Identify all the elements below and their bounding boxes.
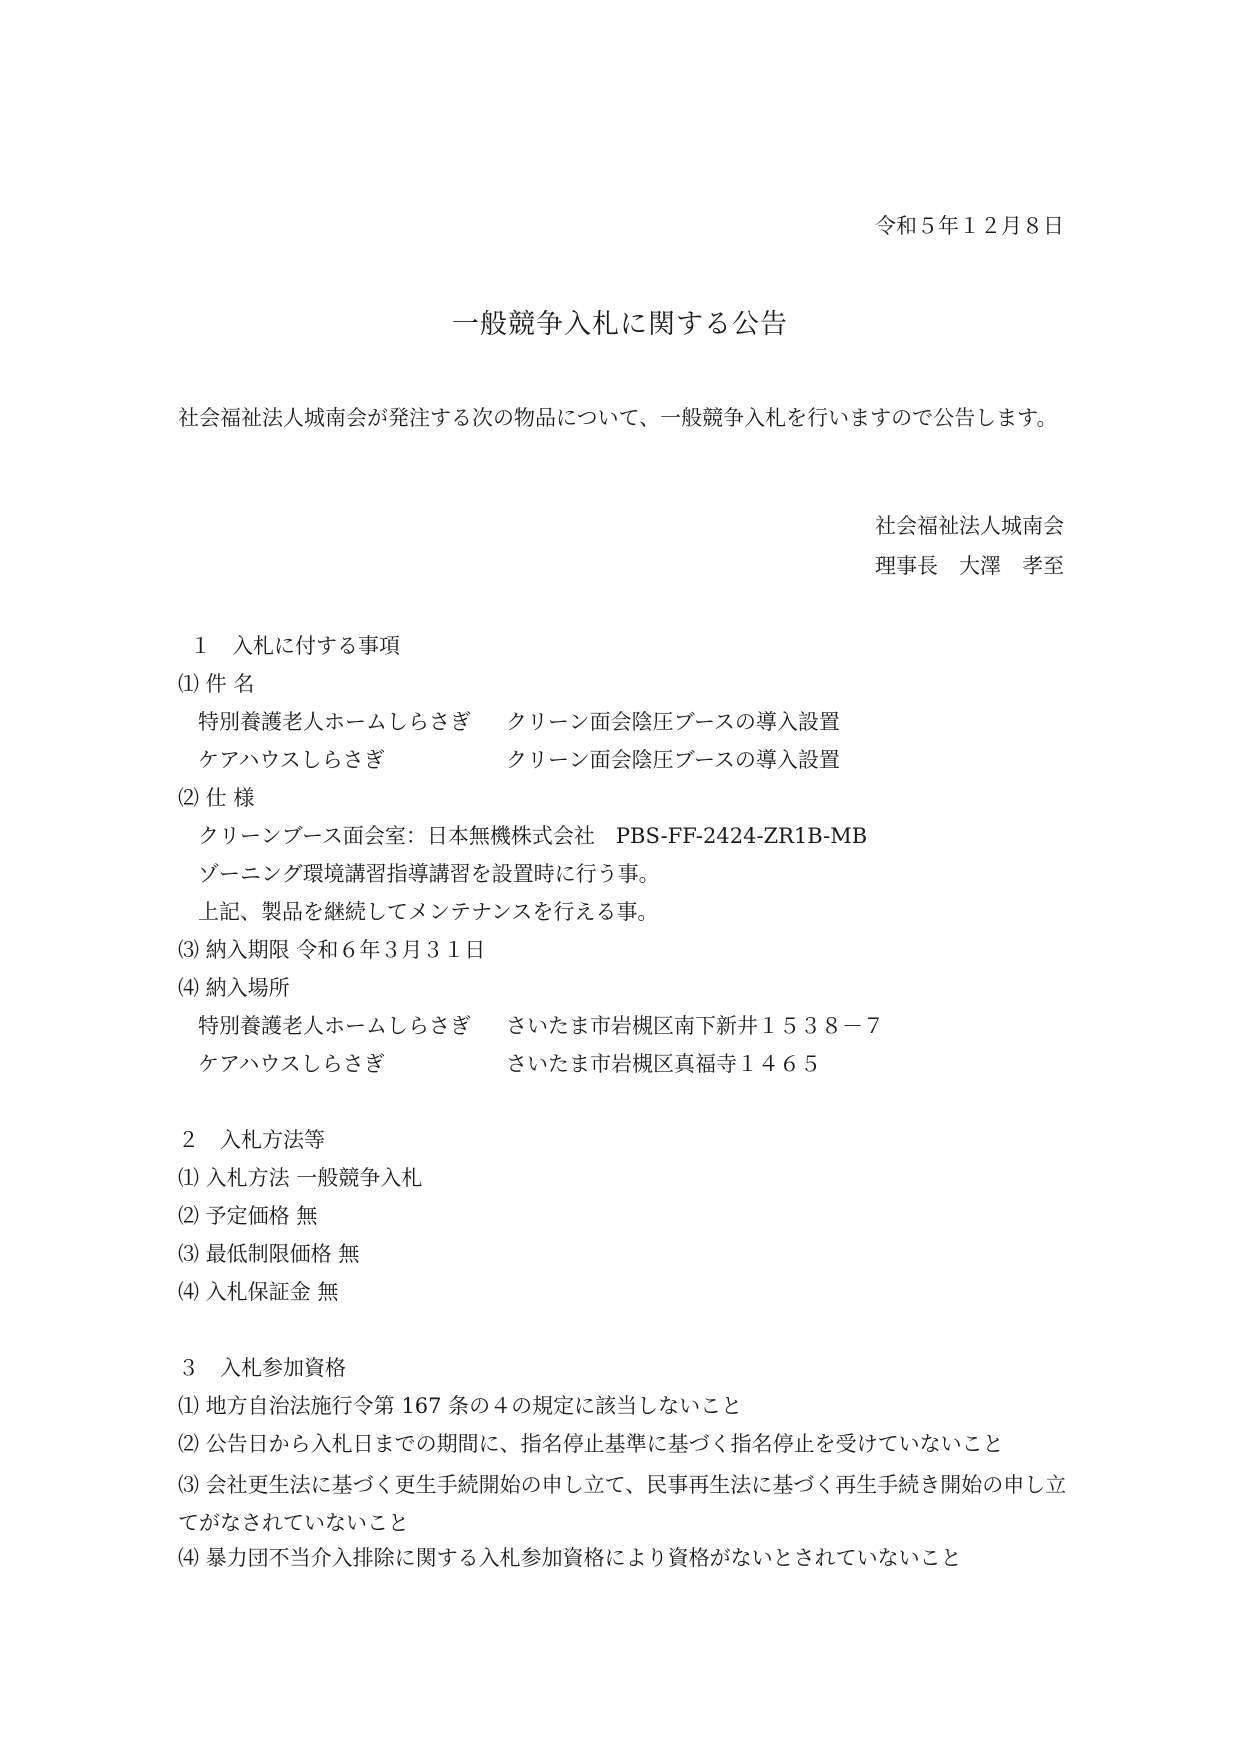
- delivery-row-address: さいたま市岩槻区真福寺１４６５: [506, 1052, 821, 1076]
- qualification-item: ⑵ 公告日から入札日までの期間に、指名停止基準に基づく指名停止を受けていないこと: [178, 1432, 1004, 1456]
- section3-heading: ３ 入札参加資格: [178, 1356, 346, 1380]
- method-item: ⑷ 入札保証金 無: [178, 1280, 339, 1304]
- section2-heading: ２ 入札方法等: [178, 1128, 325, 1152]
- delivery-row-facility: 特別養護老人ホームしらさぎ: [198, 1014, 471, 1038]
- subject-row-value: クリーン面会陰圧ブースの導入設置: [506, 748, 840, 772]
- spec-line: 上記、製品を継続してメンテナンスを行える事。: [198, 900, 659, 924]
- qualification-item: ⑴ 地方自治法施行令第 167 条の４の規定に該当しないこと: [178, 1394, 743, 1418]
- document-title: 一般競争入札に関する公告: [452, 309, 788, 340]
- issuer-organization: 社会福祉法人城南会: [875, 514, 1064, 538]
- issuer-representative: 理事長 大澤 孝至: [875, 554, 1064, 578]
- item-subject-label: ⑴ 件 名: [178, 672, 255, 696]
- delivery-row-address: さいたま市岩槻区南下新井１５３８－７: [506, 1014, 884, 1038]
- qualification-item: ⑶ 会社更生法に基づく更生手続開始の申し立て、民事再生法に基づく再生手続き開始の申し立てがなされていないこと: [178, 1473, 1067, 1535]
- item-deadline: ⑶ 納入期限 令和６年３月３１日: [178, 938, 486, 962]
- method-item: ⑶ 最低制限価格 無: [178, 1242, 360, 1266]
- spec-line: ゾーニング環境講習指導講習を設置時に行う事。: [198, 862, 660, 886]
- spec-line: クリーンブース面会室：日本無機株式会社 PBS-FF-2424-ZR1B-MB: [198, 824, 868, 848]
- subject-row-value: クリーン面会陰圧ブースの導入設置: [506, 710, 840, 734]
- qualification-item: ⑷ 暴力団不当介入排除に関する入札参加資格により資格がないとされていないこと: [178, 1546, 962, 1570]
- intro-paragraph: 社会福祉法人城南会が発注する次の物品について、一般競争入札を行いますので公告します。: [178, 406, 1058, 430]
- item-spec-label: ⑵ 仕 様: [178, 786, 255, 810]
- subject-row-facility: ケアハウスしらさぎ: [198, 748, 385, 772]
- section1-heading: １ 入札に付する事項: [190, 634, 400, 658]
- subject-row-facility: 特別養護老人ホームしらさぎ: [198, 710, 471, 734]
- method-item: ⑴ 入札方法 一般競争入札: [178, 1166, 423, 1190]
- item-delivery-label: ⑷ 納入場所: [178, 976, 290, 1000]
- document-date: 令和５年１２月８日: [875, 214, 1064, 238]
- method-item: ⑵ 予定価格 無: [178, 1204, 318, 1228]
- delivery-row-facility: ケアハウスしらさぎ: [198, 1052, 385, 1076]
